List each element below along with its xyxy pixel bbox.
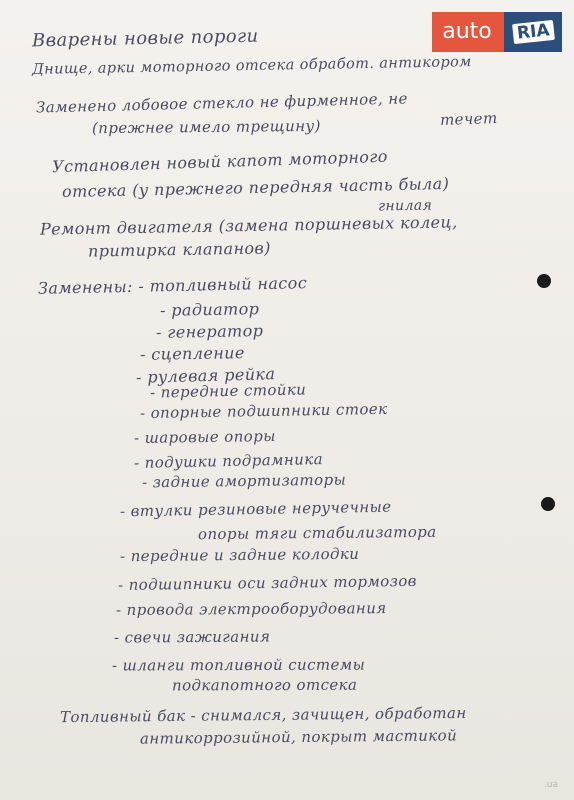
note-line: - передние и задние колодки (119, 544, 360, 566)
note-line: - сцепление (139, 343, 245, 364)
note-line: - передние стойки (149, 380, 307, 402)
note-line: - задние амортизаторы (141, 470, 347, 492)
logo-auto: auto (432, 12, 504, 52)
note-line: Топливный бак - снимался, зачищен, обработан (59, 703, 467, 727)
note-line: гнилая (377, 197, 433, 215)
note-line: Днище, арки моторного отсека обработ. антикором (31, 54, 472, 78)
note-line: - генератор (155, 321, 264, 342)
note-line: опоры тяги стабилизатора (197, 522, 437, 544)
note-line: течет (439, 109, 498, 129)
note-line: - радиатор (159, 299, 260, 320)
note-line: - опорные подшипники стоек (139, 399, 388, 423)
note-line: - шланги топливной системы (111, 655, 366, 675)
binder-hole-bottom (541, 497, 555, 511)
note-line: притирка клапанов) (87, 238, 271, 261)
note-line: Вварены новые пороги (31, 25, 259, 52)
auto-ria-logo (432, 12, 562, 52)
note-line: подкапотного отсека (171, 675, 358, 695)
note-line: Заменены: - топливный насос (37, 273, 308, 298)
binder-hole-top (537, 274, 551, 288)
note-line: (прежнее имело трещину) (91, 116, 321, 138)
logo-ria (504, 12, 562, 52)
note-line: - шаровые опоры (133, 427, 276, 447)
note-line: отсека (у прежнего передняя часть была) (61, 173, 450, 202)
note-line: Заменено лобовое стекло не фирменное, не (35, 89, 408, 117)
note-line: Установлен новый капот моторного (51, 146, 389, 177)
logo-ria-text: RIA (512, 20, 554, 44)
note-line: - провода электрооборудования (115, 599, 387, 619)
note-line: - рулевая рейка (135, 364, 276, 387)
note-line: - подшипники оси задних тормозов (117, 571, 417, 595)
note-line: антикоррозийной, покрыт мастикой (139, 726, 458, 748)
watermark: .ua (543, 780, 558, 790)
note-line: - втулки резиновые неручечные (119, 497, 392, 521)
note-line: Ремонт двигателя (замена поршневых колец, (39, 212, 458, 239)
note-line: - подушки подрамника (133, 450, 324, 472)
note-line: - свечи зажигания (113, 627, 271, 647)
